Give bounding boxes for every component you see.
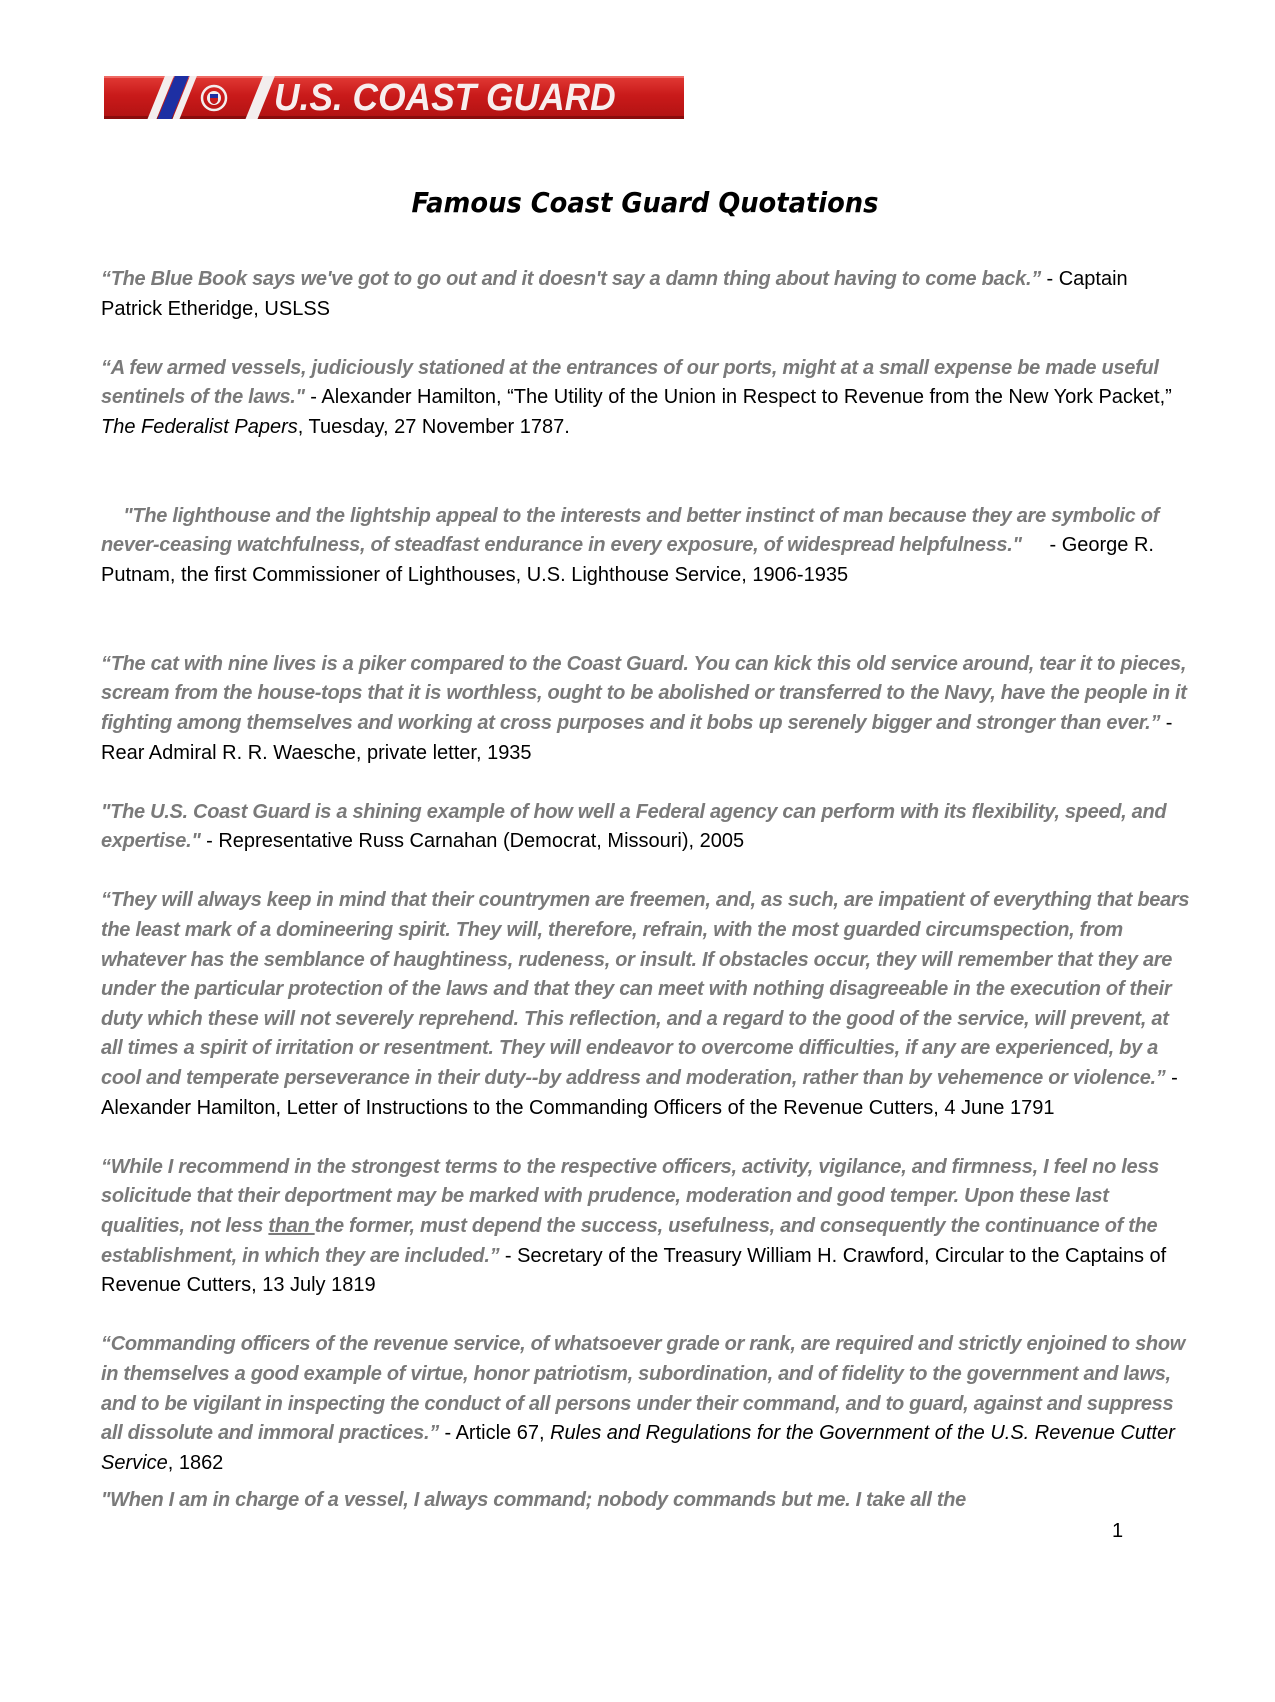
quote-entry bbox=[101, 472, 1191, 620]
quote-attribution: - George R. Putnam, the first Commissioner of Lighthouses, U.S. Lighthouse Service, 1906-1935 bbox=[101, 534, 1160, 586]
quote-entry bbox=[101, 1486, 1191, 1516]
quote-attribution: - Rear Admiral R. R. Waesche, private letter, 1935 bbox=[101, 711, 1173, 764]
quote-source-title: Rules and Regulations for the Government of the U.S. Revenue Cutter Service bbox=[101, 1422, 1175, 1474]
quote-text: “The Blue Book says we've got to go out and it doesn't say a damn thing about having to come back.” bbox=[101, 268, 1041, 290]
quote-attribution: - Article 67, bbox=[438, 1422, 551, 1445]
quote-text: "The lighthouse and the lightship appeal to the interests and better instinct of man because they are symbolic of never-ceasing watchfulness, of steadfast endurance in every exposure, of widespread helpfulness." bbox=[101, 504, 1165, 557]
quote-text: “Commanding officers of the revenue service, of whatsoever grade or rank, are required and strictly enjoined to show in themselves a good example of virtue, honor patriotism, subordination, and of fidelity to the government and laws, and to be vigilant in inspecting the conduct of all persons under their command, and to guard, against and suppress all dissolute and immoral practices.” bbox=[101, 1333, 1186, 1445]
quote-entry bbox=[101, 798, 1191, 857]
us-coast-guard-banner bbox=[104, 76, 684, 119]
quote-text-continued: the former, must depend the success, usefulness, and consequently the continuance of the establishment, in which they are included.” bbox=[101, 1215, 1158, 1267]
page-title: Famous Coast Guard Quotations bbox=[411, 186, 879, 219]
quote-attribution: - Alexander Hamilton, Letter of Instructions to the Commanding Officers of the Revenue Cutters, 4 June 1791 bbox=[101, 1067, 1178, 1119]
quote-entry bbox=[101, 650, 1191, 768]
quote-text: “They will always keep in mind that their countrymen are freemen, and, as such, are impatient of everything that bears the least mark of a domineering spirit. They will, therefore, refrain, with the most guarded circumspection, from whatever has the semblance of haughtiness, rudeness, or insult. If obstacles occur, they will remember that they are under the particular protection of the laws and that they can meet with nothing disagreeable in the execution of their duty which these will not severely reprehend. This reflection, and a regard to the good of the service, will prevent, at all times a spirit of irritation or resentment. They will endeavor to overcome difficulties, if any are experienced, by a cool and temperate perseverance in their duty--by address and moderation, rather than by vehemence or violence.” bbox=[101, 889, 1190, 1090]
quote-attribution-date: , Tuesday, 27 November 1787. bbox=[297, 415, 570, 438]
page-number: 1 bbox=[1112, 1520, 1124, 1542]
quote-attribution: - Captain Patrick Etheridge, USLSS bbox=[101, 268, 1128, 320]
quote-text: “While I recommend in the strongest terms to the respective officers, activity, vigilance, and firmness, I feel no less solicitude that their deportment may be marked with prudence, moderation and good temper. Upon these last qualities, not less bbox=[101, 1155, 1159, 1237]
quotations-list bbox=[101, 265, 1191, 1546]
quote-attribution-date: , 1862 bbox=[167, 1451, 224, 1474]
quote-text: “A few armed vessels, judiciously stationed at the entrances of our ports, might at a small expense be made useful sentinels of the laws." bbox=[101, 356, 1159, 409]
quote-text: "The U.S. Coast Guard is a shining example of how well a Federal agency can perform with its flexibility, speed, and expertise." bbox=[101, 800, 1167, 853]
coast-guard-seal-icon bbox=[200, 84, 228, 112]
quote-source-title: The Federalist Papers bbox=[101, 415, 298, 438]
quote-text: “The cat with nine lives is a piker compared to the Coast Guard. You can kick this old service around, tear it to pieces, scream from the house-tops that it is worthless, ought to be abolished or transferred to the Navy, have the people in it fighting among themselves and working at cross purposes and it bobs up serenely bigger and stronger than ever.” bbox=[101, 652, 1187, 734]
quote-entry bbox=[101, 1330, 1191, 1478]
white-stripe bbox=[243, 76, 276, 119]
quote-attribution: - Alexander Hamilton, “The Utility of the Union in Respect to Revenue from the New York Packet,” bbox=[304, 386, 1172, 409]
quote-underlined-word: than bbox=[268, 1215, 315, 1237]
quote-entry bbox=[101, 1153, 1191, 1301]
quote-entry bbox=[101, 265, 1191, 324]
quote-text: "When I am in charge of a vessel, I always command; nobody commands but me. I take all the bbox=[101, 1489, 966, 1512]
quote-attribution: - Representative Russ Carnahan (Democrat, Missouri), 2005 bbox=[200, 830, 745, 853]
banner-title: U.S. COAST GUARD bbox=[274, 77, 616, 119]
quote-attribution: - Secretary of the Treasury William H. Crawford, Circular to the Captains of Revenue Cutters, 13 July 1819 bbox=[101, 1244, 1167, 1297]
quote-entry bbox=[101, 886, 1191, 1123]
quote-entry bbox=[101, 354, 1191, 443]
